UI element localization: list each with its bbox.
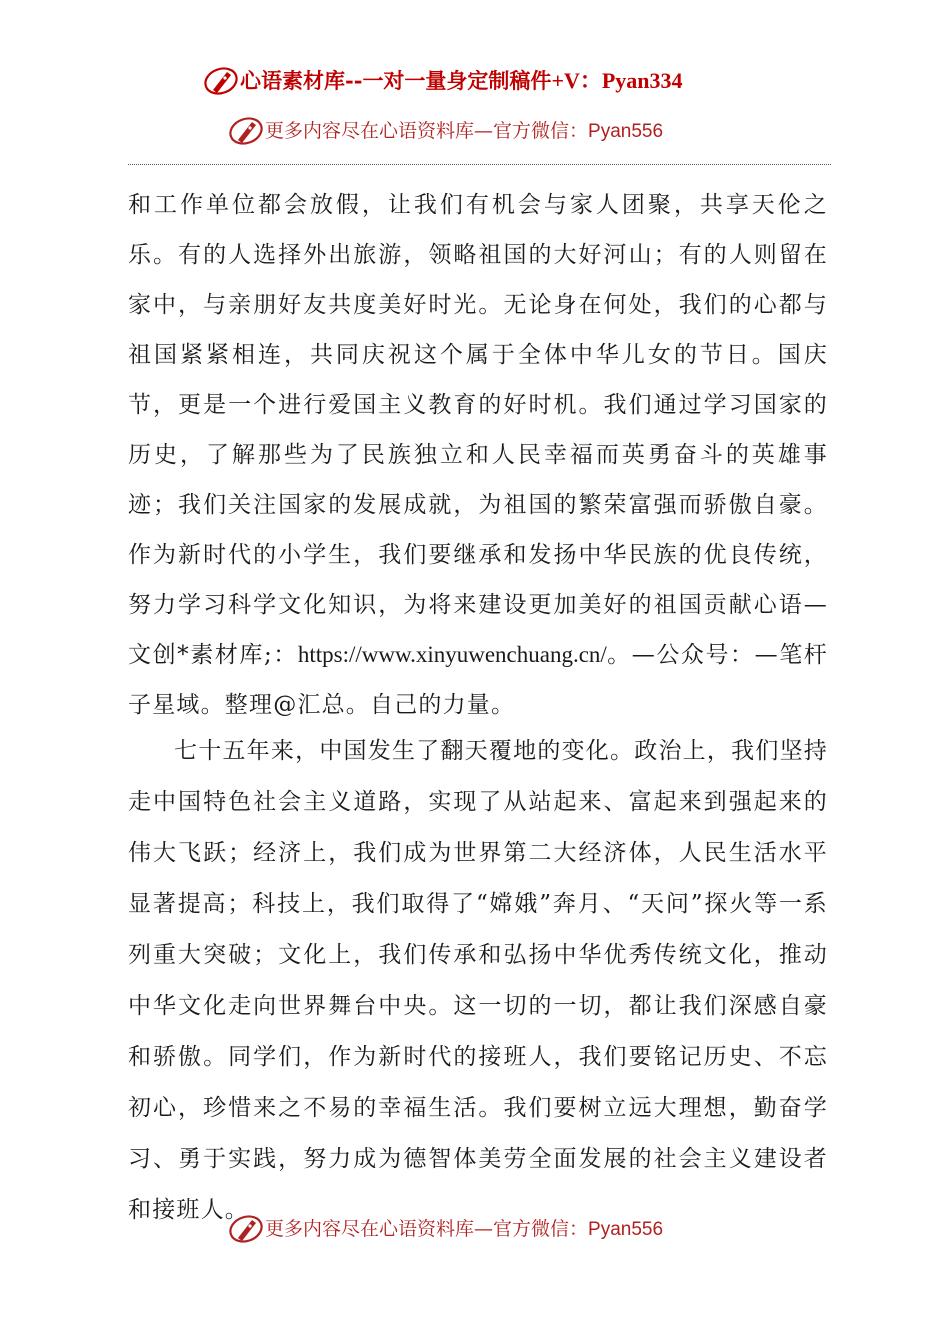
header-brand: 心语素材库: [240, 68, 345, 93]
banner-wechat: Pyan556: [588, 121, 664, 142]
pen-nib-logo-icon: [203, 66, 239, 96]
banner-text: 更多内容尽在心语资料库—官方微信：: [265, 120, 589, 142]
bottom-banner: [265, 1214, 663, 1244]
paragraph-1-text: 和工作单位都会放假，让我们有机会与家人团聚，共享天伦之乐。有的人选择外出旅游，领略祖国的大好河山；有的人则留在家中，与亲朋好友共度美好时光。无论身在何处，我们的心都与祖国紧紧相连，共同庆祝这个属于全体中华儿女的节日。国庆节，更是一个进行爱国主义教育的好时机。我们通过学习国家的历史，了解那些为了民族独立和人民幸福而英勇奋斗的英雄事迹；我们关注国家的发展成就，为祖国的繁荣富强而骄傲自豪。作为新时代的小学生，我们要继承和发扬中华民族的优良传统，努力学习科学文化知识，为将来建设更加美好的祖国贡献心语—文创*素材库;：: [128, 192, 828, 668]
pen-nib-logo-icon: [228, 116, 264, 146]
banner-text: 更多内容尽在心语资料库—官方微信：: [265, 1218, 589, 1240]
paragraph-1-tail: 。—公众号：—笔杆子星域。整理@汇总。自己的力量。: [128, 642, 828, 718]
paragraph-1: [128, 180, 828, 730]
paragraph-2: 七十五年来，中国发生了翻天覆地的变化。政治上，我们坚持走中国特色社会主义道路，实现了从站起来、富起来到强起来的伟大飞跃；经济上，我们成为世界第二大经济体，人民生活水平显著提高；科技上，我们取得了“嫦娥”奔月、“天问”探火等一系列重大突破；文化上，我们传承和弘扬中华优秀传统文化，推动中华文化走向世界舞台中央。这一切的一切，都让我们深感自豪和骄傲。同学们，作为新时代的接班人，我们要铭记历史、不忘初心，珍惜来之不易的幸福生活。我们要树立远大理想，勤奋学习、勇于实践，努力成为德智体美劳全面发展的社会主义建设者和接班人。: [128, 738, 828, 1223]
top-banner: [265, 116, 663, 146]
paragraph-1-url: https://www.xinyuwenchuang.cn/: [297, 642, 607, 667]
header-tagline: 一对一量身定制稿件: [362, 68, 552, 93]
header-divider: [128, 164, 831, 165]
header-separator: --: [345, 68, 363, 93]
banner-wechat: Pyan556: [588, 1219, 664, 1240]
document-header: [240, 64, 683, 98]
header-contact: +V：Pyan334: [551, 68, 683, 93]
pen-nib-logo-icon: [228, 1214, 264, 1244]
